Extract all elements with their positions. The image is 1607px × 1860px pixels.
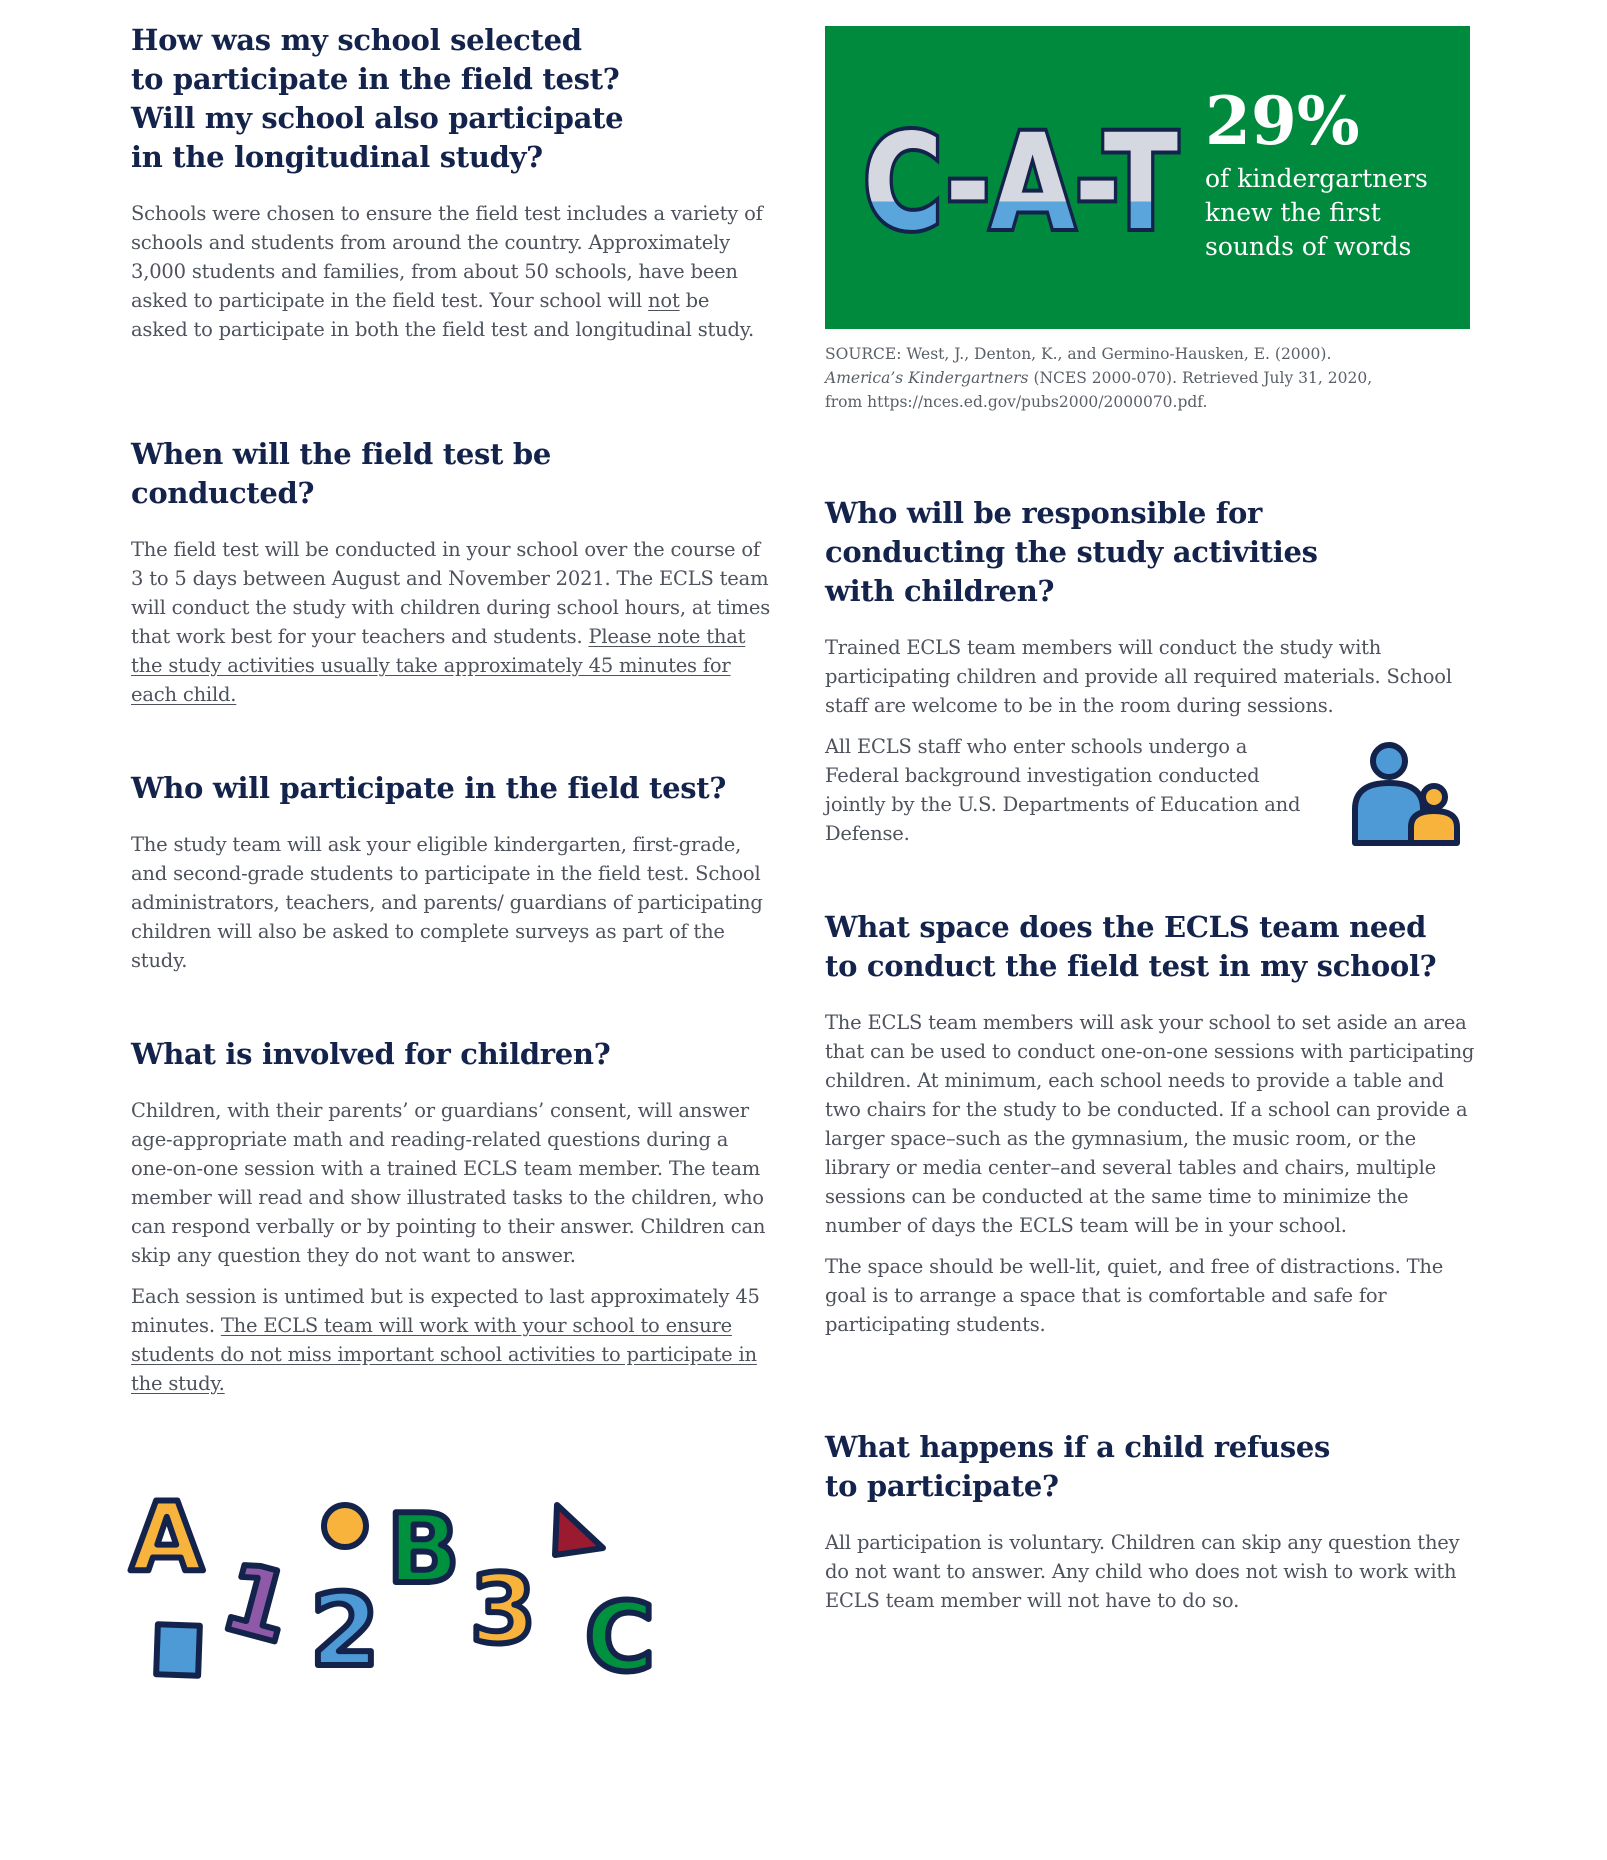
heading-line: conducted? xyxy=(131,476,315,510)
square-icon xyxy=(156,1624,200,1675)
heading-space xyxy=(825,908,1475,986)
triangle-icon xyxy=(555,1505,603,1555)
heading-line: Who will participate in the field test? xyxy=(131,771,727,805)
circle-icon xyxy=(324,1505,366,1547)
text: Each session is untimed but is expected to last approximately 45 minutes. xyxy=(131,1285,760,1337)
heading-involved xyxy=(131,1035,771,1074)
statistic-percent: 29% xyxy=(1205,82,1360,160)
emphasis-schedule: The ECLS team will work with your school to ensure students do not miss important school activities to participate in the study. xyxy=(131,1314,757,1395)
paragraph-school-selection xyxy=(131,199,771,344)
paragraph-session xyxy=(131,1282,771,1398)
heading-line: conducting the study activities xyxy=(825,535,1318,569)
letter-b-icon: B xyxy=(387,1495,460,1605)
abc-123-illustration xyxy=(125,1460,785,1693)
paragraph-space: The ECLS team members will ask your school to set aside an area that can be used to conduct one-on-one sessions with participating children. At minimum, each school needs to provide a table and two chairs for the study to be conducted. If a school can provide a larger space–such as the gymnasium, the music room, or the library or media center–and several tables and chairs, multiple sessions can be conducted at the same time to minimize the number of days the ECLS team will be in your school. xyxy=(825,1011,1475,1237)
section-when xyxy=(131,435,771,721)
heading-refuses xyxy=(825,1428,1475,1506)
heading-school-selection xyxy=(131,21,771,177)
paragraph-who-participates: The study team will ask your eligible kindergarten, first-grade, and second-grade students to participate in the field test. School administrators, teachers, and parents/ guardians of participating children will also be asked to complete surveys as part of the study. xyxy=(131,833,763,972)
text: The field test will be conducted in your school over the course of 3 to 5 days between August and November 2021. The ECLS team will conduct the study with children during school hours, at times that work best for your teachers and students. xyxy=(131,538,771,648)
heading-line: What is involved for children? xyxy=(131,1037,611,1071)
source-line xyxy=(825,366,1485,390)
text: be asked to participate in both the field test and longitudinal study. xyxy=(131,289,755,341)
heading-line: with children? xyxy=(825,574,1055,608)
statistic-description: of kindergartners knew the first sounds of words xyxy=(1205,164,1428,261)
emphasis-not: not xyxy=(648,289,680,312)
section-refuses xyxy=(825,1428,1475,1627)
heading-who-participates xyxy=(131,769,771,808)
heading-line: Who will be responsible for xyxy=(825,496,1262,530)
letter-a-icon: A xyxy=(130,1483,204,1593)
heading-line: in the longitudinal study? xyxy=(131,140,543,174)
heading-line: When will the field test be xyxy=(131,437,552,471)
heading-line: What space does the ECLS team need xyxy=(825,910,1427,944)
heading-line: to participate in the field test? xyxy=(131,62,620,96)
cat-logo-text: C-A-T xyxy=(863,106,1178,260)
source-citation xyxy=(825,342,1485,414)
number-1-icon: 1 xyxy=(211,1542,304,1666)
source-line: SOURCE: West, J., Denton, K., and Germino-Hausken, E. (2000). xyxy=(825,345,1332,363)
paragraph-refuses: All participation is voluntary. Children can skip any question they do not want to answer. Any child who does not wish to work with ECLS team member will not have to do so. xyxy=(825,1531,1460,1612)
paragraph-background-check: All ECLS staff who enter schools undergo a Federal background investigation conducted jointly by the U.S. Departments of Education and Defense. xyxy=(825,735,1301,845)
paragraph-space-quality: The space should be well-lit, quiet, and free of distractions. The goal is to arrange a space that is comfortable and safe for participating students. xyxy=(825,1255,1444,1336)
heading-when xyxy=(131,435,771,513)
heading-responsible xyxy=(825,494,1475,611)
paragraph-involved: Children, with their parents’ or guardians’ consent, will answer age-appropriate math and reading-related questions during a one-on-one session with a trained ECLS team member. The team member will read and show illustrated tasks to the children, who can respond verbally or by pointing to their answer. Children can skip any question they do not want to answer. xyxy=(131,1099,766,1267)
heading-line: How was my school selected xyxy=(131,23,582,57)
heading-line: to conduct the field test in my school? xyxy=(825,949,1437,983)
section-involved xyxy=(131,1035,771,1410)
statistic xyxy=(1205,82,1465,264)
text: Schools were chosen to ensure the field test includes a variety of schools and students from around the country. Approximately 3,000 students and families, from about 50 schools, have been asked to participate in the field test. Your school will xyxy=(131,202,763,312)
letter-c-icon: C xyxy=(585,1583,655,1693)
text: (NCES 2000-070). Retrieved July 31, 2020, xyxy=(1028,369,1373,387)
adult-child-icon xyxy=(1349,739,1464,847)
number-2-icon: 2 xyxy=(310,1572,380,1689)
paragraph-responsible: Trained ECLS team members will conduct the study with participating children and provide all required materials. School staff are welcome to be in the room during sessions. xyxy=(825,636,1452,717)
number-3-icon: 3 xyxy=(470,1555,537,1665)
heading-line: Will my school also participate xyxy=(131,101,624,135)
source-url: from https://nces.ed.gov/pubs2000/2000070.pdf. xyxy=(825,393,1208,411)
paragraph-when xyxy=(131,535,771,709)
emphasis-duration: Please note that the study activities usually take approximately 45 minutes for each child. xyxy=(131,625,746,706)
heading-line: What happens if a child refuses xyxy=(825,1430,1331,1464)
section-who-participates xyxy=(131,769,771,987)
statistic-banner xyxy=(825,26,1470,329)
heading-line: to participate? xyxy=(825,1469,1059,1503)
cat-logo-icon xyxy=(863,106,1183,260)
section-space xyxy=(825,908,1475,1351)
source-title: America’s Kindergartners xyxy=(825,369,1029,387)
section-school-selection xyxy=(131,21,771,356)
